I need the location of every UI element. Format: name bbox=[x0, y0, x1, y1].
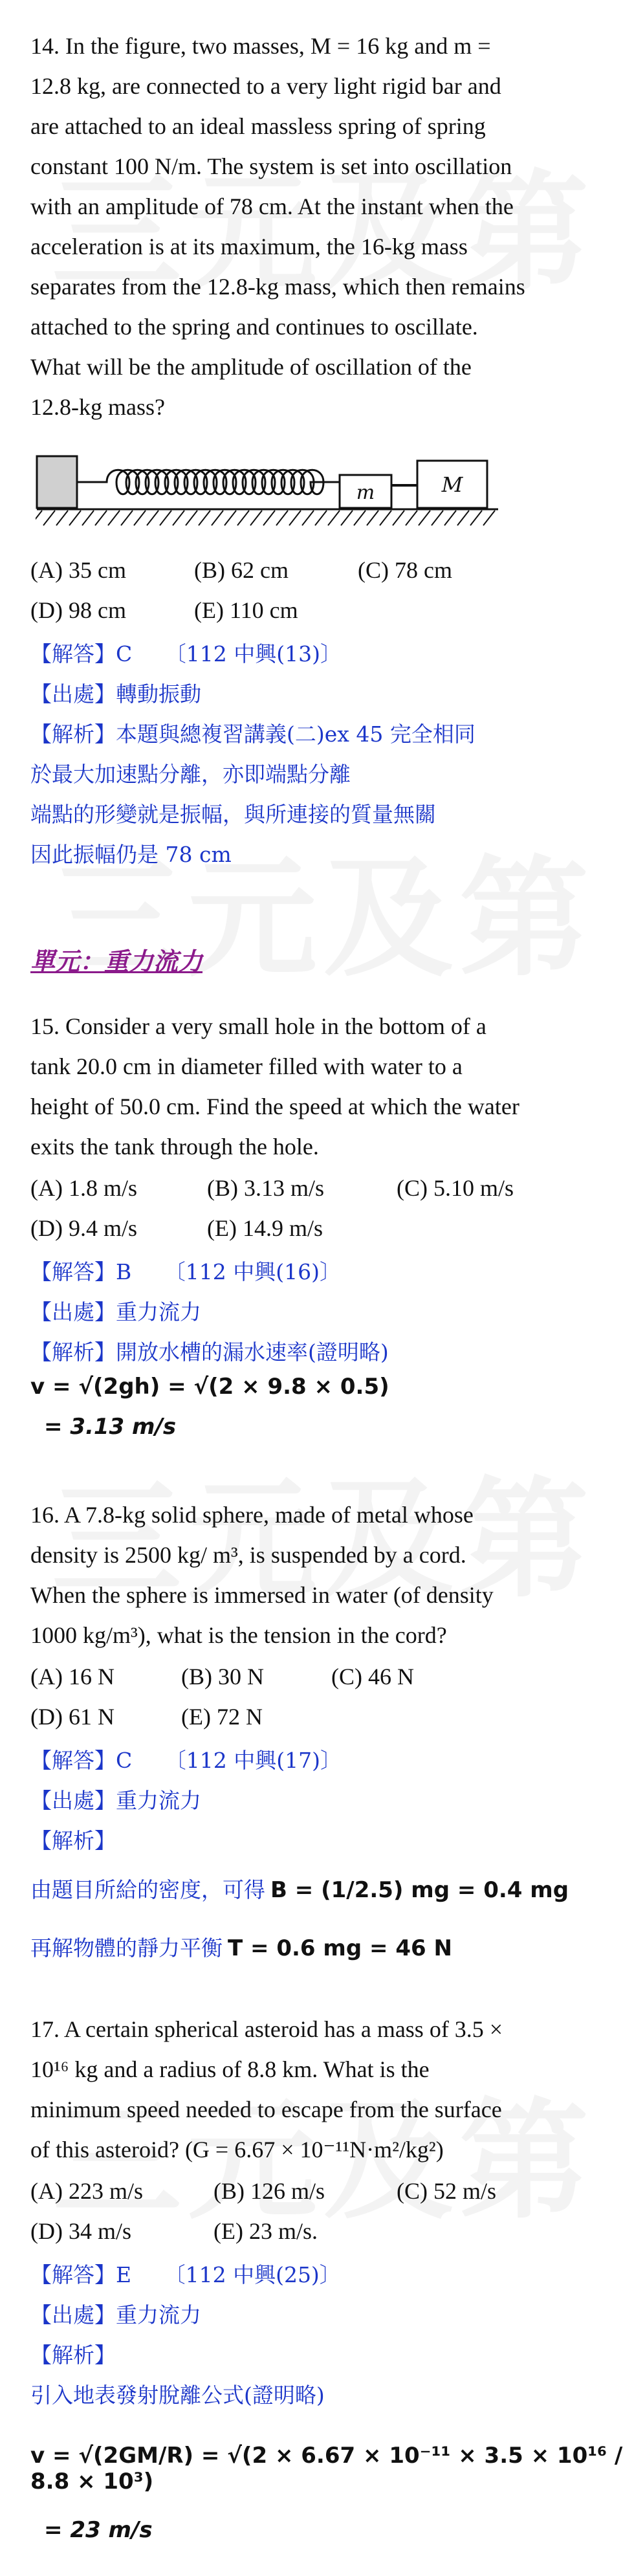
option-c: (C) 78 cm bbox=[358, 557, 452, 583]
answer-reference: 〔112 中興(16)〕 bbox=[164, 1259, 341, 1284]
question-text-line: minimum speed needed to escape from the surface bbox=[30, 2097, 502, 2122]
question-text-line: 12.8-kg mass? bbox=[30, 394, 165, 420]
option-d: (D) 98 cm bbox=[30, 597, 126, 623]
analysis-line: 於最大加速點分離，亦即端點分離 bbox=[30, 762, 351, 787]
section-title: 單元：重力流力 bbox=[30, 947, 203, 976]
answer-reference: 〔112 中興(25)〕 bbox=[164, 2262, 341, 2287]
option-b: (B) 3.13 m/s bbox=[207, 1175, 325, 1201]
source: 【出處】重力流力 bbox=[30, 1299, 201, 1325]
option-c: (C) 46 N bbox=[331, 1664, 414, 1690]
analysis-line: 因此振幅仍是 78 cm bbox=[30, 842, 232, 867]
wall-block bbox=[37, 456, 77, 508]
option-b: (B) 126 m/s bbox=[213, 2178, 325, 2204]
option-e: (E) 14.9 m/s bbox=[207, 1215, 323, 1241]
answer: 【解答】C bbox=[30, 1748, 133, 1773]
question-text-line: are attached to an ideal massless spring of spring bbox=[30, 113, 486, 139]
option-b: (B) 62 cm bbox=[194, 557, 289, 583]
option-d: (D) 34 m/s bbox=[30, 2218, 131, 2244]
option-c: (C) 52 m/s bbox=[397, 2178, 497, 2204]
answer-line bbox=[30, 637, 342, 668]
question-text-line: 12.8 kg, are connected to a very light rigid bar and bbox=[30, 73, 501, 99]
option-e: (E) 72 N bbox=[181, 1704, 263, 1730]
answer-reference: 〔112 中興(17)〕 bbox=[164, 1748, 342, 1773]
question-text-line: exits the tank through the hole. bbox=[30, 1134, 319, 1160]
formula-line-1: v = √(2gh) = √(2 × 9.8 × 0.5) bbox=[30, 1374, 389, 1400]
analysis-label: 【解析】 bbox=[30, 2342, 116, 2368]
question-text-line: 10¹⁶ kg and a radius of 8.8 km. What is the bbox=[30, 2056, 430, 2082]
analysis-line: 【解析】本題與總複習講義(二)ex 45 完全相同 bbox=[30, 721, 476, 747]
answer-line bbox=[30, 2258, 341, 2289]
answer: 【解答】E bbox=[30, 2262, 132, 2287]
option-e: (E) 110 cm bbox=[194, 597, 298, 623]
question-text-line: tank 20.0 cm in diameter filled with water to a bbox=[30, 1053, 463, 1079]
spring-coil bbox=[77, 470, 340, 494]
question-text-line: 17. A certain spherical asteroid has a mass of 3.5 × bbox=[30, 2016, 503, 2042]
formula-line-2: = 3.13 m/s bbox=[44, 1414, 177, 1440]
option-a: (A) 35 cm bbox=[30, 557, 126, 583]
source: 【出處】重力流力 bbox=[30, 1788, 201, 1813]
question-text-line: with an amplitude of 78 cm. At the instant when the bbox=[30, 193, 514, 219]
question-text-line: When the sphere is immersed in water (of density bbox=[30, 1582, 494, 1608]
question-text-line: separates from the 12.8-kg mass, which then remains bbox=[30, 274, 525, 300]
formula-line-2: = 23 m/s bbox=[44, 2517, 153, 2543]
source: 【出處】重力流力 bbox=[30, 2302, 201, 2328]
option-a: (A) 1.8 m/s bbox=[30, 1175, 137, 1201]
work-line-2 bbox=[30, 1932, 450, 1962]
option-d: (D) 9.4 m/s bbox=[30, 1215, 137, 1241]
option-c: (C) 5.10 m/s bbox=[397, 1175, 514, 1201]
option-d: (D) 61 N bbox=[30, 1704, 115, 1730]
question-text-line: density is 2500 kg/ m³, is suspended by a cord. bbox=[30, 1542, 466, 1568]
question-text-line: constant 100 N/m. The system is set into oscillation bbox=[30, 153, 512, 179]
formula-line-1: v = √(2GM/R) = √(2 × 6.67 × 10⁻¹¹ × 3.5 × 10¹⁶ / 8.8 × 10³) bbox=[30, 2443, 623, 2494]
work-math: B = (1/2.5) mg = 0.4 mg bbox=[270, 1877, 569, 1903]
analysis-line: 【解析】開放水槽的漏水速率(證明略) bbox=[30, 1339, 389, 1365]
work-line-1 bbox=[30, 1873, 569, 1904]
analysis-label: 【解析】 bbox=[30, 1828, 116, 1853]
question-text-line: attached to the spring and continues to oscillate. bbox=[30, 314, 478, 340]
answer: 【解答】B bbox=[30, 1259, 132, 1284]
large-mass-label: M bbox=[441, 472, 463, 497]
question-text-line: What will be the amplitude of oscillation of the bbox=[30, 354, 472, 380]
option-e: (E) 23 m/s. bbox=[213, 2218, 318, 2244]
answer-line bbox=[30, 1744, 342, 1774]
work-text: 由題目所給的密度，可得 bbox=[30, 1877, 265, 1902]
question-text-line: 16. A 7.8-kg solid sphere, made of metal whose bbox=[30, 1502, 474, 1528]
option-b: (B) 30 N bbox=[181, 1664, 264, 1690]
question-text-line: 15. Consider a very small hole in the bottom of a bbox=[30, 1013, 486, 1039]
answer: 【解答】C bbox=[30, 641, 133, 666]
question-text-line: of this asteroid? (G = 6.67 × 10⁻¹¹N·m²/kg²) bbox=[30, 2137, 444, 2163]
source: 【出處】轉動振動 bbox=[30, 681, 201, 707]
small-mass-label: m bbox=[356, 481, 375, 504]
spring-mass-figure bbox=[36, 446, 501, 531]
option-a: (A) 16 N bbox=[30, 1664, 115, 1690]
floor-hatching bbox=[36, 511, 495, 525]
question-text-line: 1000 kg/m³), what is the tension in the cord? bbox=[30, 1622, 447, 1648]
option-a: (A) 223 m/s bbox=[30, 2178, 143, 2204]
question-text-line: 14. In the figure, two masses, M = 16 kg and m = bbox=[30, 33, 491, 59]
work-math: T = 0.6 mg = 46 N bbox=[228, 1935, 452, 1961]
question-text-line: height of 50.0 cm. Find the speed at which the water bbox=[30, 1094, 519, 1119]
question-text-line: acceleration is at its maximum, the 16-kg mass bbox=[30, 234, 468, 259]
analysis-line: 端點的形變就是振幅，與所連接的質量無關 bbox=[30, 802, 436, 827]
answer-line bbox=[30, 1255, 341, 1286]
work-text: 再解物體的靜力平衡 bbox=[30, 1935, 223, 1961]
formula-intro: 引入地表發射脫離公式(證明略) bbox=[30, 2383, 325, 2408]
answer-reference: 〔112 中興(13)〕 bbox=[164, 641, 342, 666]
